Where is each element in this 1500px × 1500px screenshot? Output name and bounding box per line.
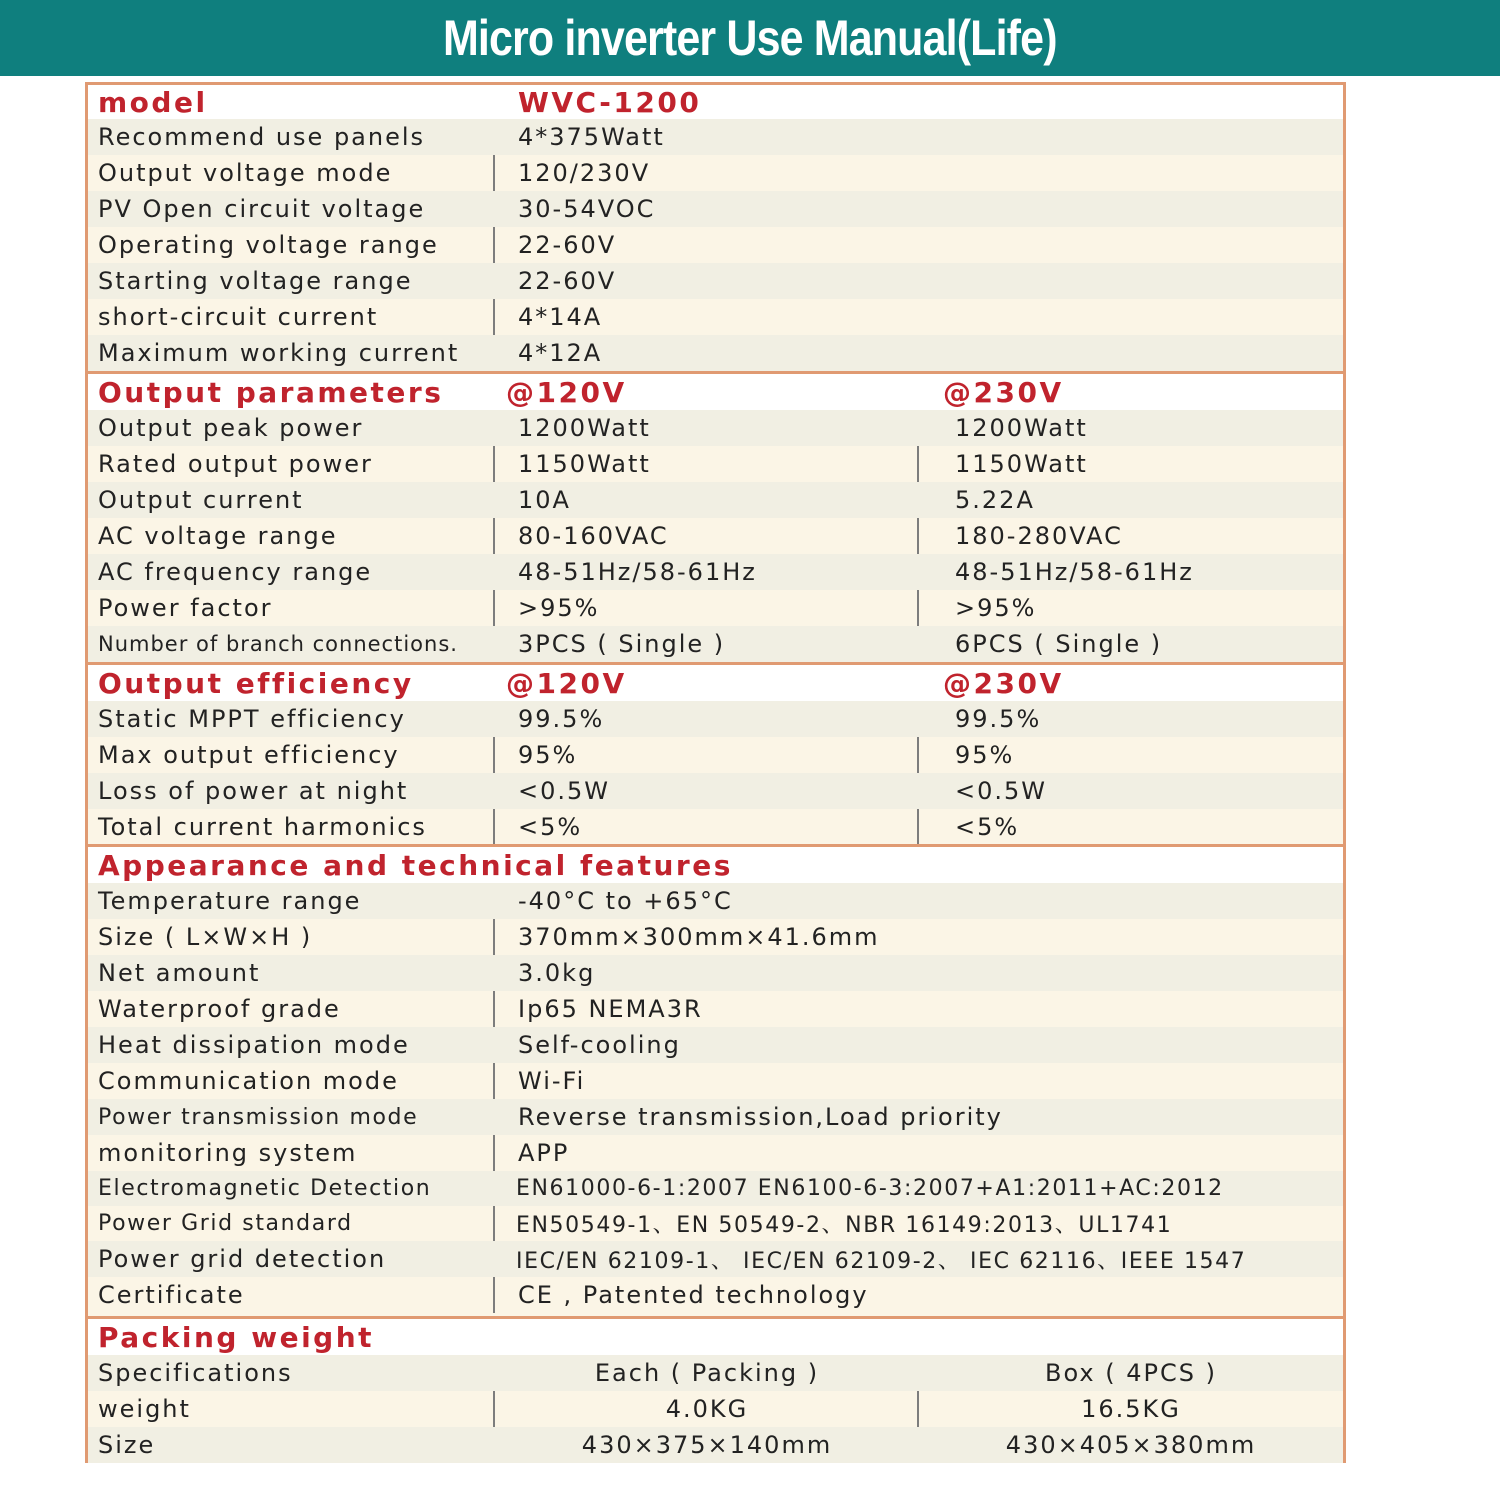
spec-row [88, 1135, 1343, 1171]
model-value: WVC-1200 [518, 85, 702, 119]
spec-label: Power Grid standard [98, 1211, 353, 1236]
spec-value-230v: 180-280VAC [955, 522, 1123, 550]
spec-row [88, 1277, 1343, 1313]
spec-value: 120/230V [518, 159, 651, 187]
spec-row [88, 155, 1343, 191]
spec-value: Self-cooling [518, 1031, 681, 1059]
packing-each-value: Each ( Packing ) [594, 1359, 820, 1387]
spec-value-120v: 10A [518, 486, 571, 514]
spec-value: 4*375Watt [518, 123, 665, 151]
output-parameters-section [88, 371, 1343, 662]
spec-sheet [85, 82, 1346, 1463]
spec-value: 22-60V [518, 267, 617, 295]
packing-header-row [88, 1319, 1343, 1355]
spec-row [88, 1171, 1343, 1206]
spec-value: 370mm×300mm×41.6mm [518, 923, 880, 951]
spec-label: Power factor [98, 594, 273, 622]
spec-value-230v: >95% [955, 594, 1037, 622]
spec-label: Electromagnetic Detection [98, 1176, 432, 1201]
spec-value: CE , Patented technology [518, 1281, 869, 1309]
spec-label: Size ( L×W×H ) [98, 923, 313, 951]
spec-value: 4*12A [518, 339, 603, 367]
spec-row [88, 590, 1343, 626]
spec-label: AC frequency range [98, 558, 373, 586]
spec-row [88, 773, 1343, 809]
spec-label: Waterproof grade [98, 995, 341, 1023]
spec-row [88, 263, 1343, 299]
spec-row [88, 482, 1343, 518]
spec-value: APP [518, 1139, 570, 1167]
spec-row [88, 446, 1343, 482]
spec-label: Heat dissipation mode [98, 1031, 410, 1059]
spec-value: IEC/EN 62109-1、 IEC/EN 62109-2、 IEC 62116、IEEE 1547 [516, 1248, 1247, 1274]
spec-label: Temperature range [98, 887, 362, 915]
output-parameters-label: Output parameters [98, 375, 444, 409]
output-efficiency-section [88, 662, 1343, 845]
spec-value: 22-60V [518, 231, 617, 259]
packing-row-label: weight [98, 1395, 191, 1423]
spec-value: EN61000-6-1:2007 EN6100-6-3:2007+A1:2011+AC:2012 [516, 1176, 1224, 1201]
appearance-section [88, 844, 1343, 1313]
packing-box-value: Box ( 4PCS ) [1045, 1359, 1217, 1387]
spec-row [88, 809, 1343, 845]
model-header-row [88, 85, 1343, 119]
output-efficiency-label: Output efficiency [98, 666, 414, 700]
packing-row [88, 1391, 1343, 1427]
spec-value-120v: <5% [518, 813, 583, 841]
spec-row [88, 737, 1343, 773]
spec-label: Total current harmonics [98, 813, 427, 841]
packing-box-value: 430×405×380mm [1005, 1431, 1257, 1459]
spec-label: Output current [98, 486, 304, 514]
spec-row [88, 1027, 1343, 1063]
packing-each-value: 4.0KG [665, 1395, 749, 1423]
packing-each-value: 430×375×140mm [581, 1431, 833, 1459]
spec-label: Output peak power [98, 414, 364, 442]
column-header-120v: @120V [506, 375, 627, 409]
spec-value-120v: <0.5W [518, 777, 611, 805]
spec-value-230v: 1150Watt [955, 450, 1088, 478]
packing-label: Packing weight [98, 1320, 375, 1354]
spec-value-230v: 1200Watt [955, 414, 1088, 442]
packing-row-label: Specifications [98, 1359, 293, 1387]
spec-row [88, 335, 1343, 371]
spec-row [88, 955, 1343, 991]
model-section [88, 85, 1343, 371]
packing-row [88, 1355, 1343, 1391]
spec-label: Number of branch connections. [98, 632, 458, 656]
spec-row [88, 518, 1343, 554]
spec-label: PV Open circuit voltage [98, 195, 426, 223]
packing-row [88, 1427, 1343, 1463]
spec-value-120v: 3PCS ( Single ) [518, 630, 726, 658]
spec-value-120v: 80-160VAC [518, 522, 669, 550]
spec-row [88, 227, 1343, 263]
spec-label: AC voltage range [98, 522, 338, 550]
spec-label: Operating voltage range [98, 231, 439, 259]
spec-row [88, 410, 1343, 446]
spec-value-230v: 95% [955, 741, 1015, 769]
column-header-230v: @230V [943, 666, 1064, 700]
spec-label: Power grid detection [98, 1245, 387, 1273]
spec-value-230v: <0.5W [955, 777, 1048, 805]
spec-value: 30-54VOC [518, 195, 656, 223]
spec-value: Ip65 NEMA3R [518, 995, 703, 1023]
spec-row [88, 701, 1343, 737]
packing-section [88, 1316, 1343, 1463]
spec-row [88, 1099, 1343, 1135]
page-title: Micro inverter Use Manual(Life) [443, 10, 1057, 66]
spec-row [88, 919, 1343, 955]
spec-label: Starting voltage range [98, 267, 413, 295]
spec-row [88, 554, 1343, 590]
spec-label: Max output efficiency [98, 741, 400, 769]
spec-label: monitoring system [98, 1139, 358, 1167]
spec-row [88, 191, 1343, 227]
spec-row [88, 626, 1343, 662]
spec-row [88, 1206, 1343, 1241]
spec-value-230v: 99.5% [955, 705, 1042, 733]
spec-value-120v: 1200Watt [518, 414, 651, 442]
spec-value-120v: >95% [518, 594, 600, 622]
column-header-120v: @120V [506, 666, 627, 700]
appearance-label: Appearance and technical features [98, 848, 733, 882]
spec-value: EN50549-1、EN 50549-2、NBR 16149:2013、UL1741 [516, 1213, 1173, 1238]
spec-row [88, 119, 1343, 155]
spec-value-230v: 48-51Hz/58-61Hz [955, 558, 1194, 586]
spec-value-120v: 1150Watt [518, 450, 651, 478]
spec-label: Communication mode [98, 1067, 399, 1095]
column-header-230v: @230V [943, 375, 1064, 409]
output-parameters-header-row [88, 374, 1343, 410]
spec-value: 4*14A [518, 303, 603, 331]
spec-value: Wi-Fi [518, 1067, 586, 1095]
spec-label: Static MPPT efficiency [98, 705, 406, 733]
appearance-header-row [88, 847, 1343, 883]
spec-row [88, 883, 1343, 919]
spec-value: 3.0kg [518, 959, 596, 987]
spec-label: Power transmission mode [98, 1104, 419, 1130]
spec-value-230v: <5% [955, 813, 1020, 841]
spec-row [88, 1241, 1343, 1277]
spec-value: -40°C to +65°C [518, 887, 733, 915]
spec-row [88, 991, 1343, 1027]
spec-label: short-circuit current [98, 303, 379, 331]
model-label: model [98, 85, 208, 119]
spec-label: Recommend use panels [98, 123, 426, 151]
spec-label: Net amount [98, 959, 261, 987]
spec-value-120v: 95% [518, 741, 578, 769]
spec-row [88, 299, 1343, 335]
packing-row-label: Size [98, 1431, 156, 1459]
spec-value: Reverse transmission,Load priority [518, 1103, 1003, 1131]
spec-label: Output voltage mode [98, 159, 393, 187]
spec-value-230v: 5.22A [955, 486, 1035, 514]
spec-row [88, 1063, 1343, 1099]
spec-value-230v: 6PCS ( Single ) [955, 630, 1163, 658]
spec-value-120v: 48-51Hz/58-61Hz [518, 558, 757, 586]
spec-label: Rated output power [98, 450, 373, 478]
packing-box-value: 16.5KG [1081, 1395, 1181, 1423]
title-banner [0, 0, 1500, 76]
spec-value-120v: 99.5% [518, 705, 605, 733]
output-efficiency-header-row [88, 665, 1343, 701]
spec-label: Maximum working current [98, 339, 460, 367]
spec-label: Loss of power at night [98, 777, 409, 805]
spec-label: Certificate [98, 1281, 245, 1309]
